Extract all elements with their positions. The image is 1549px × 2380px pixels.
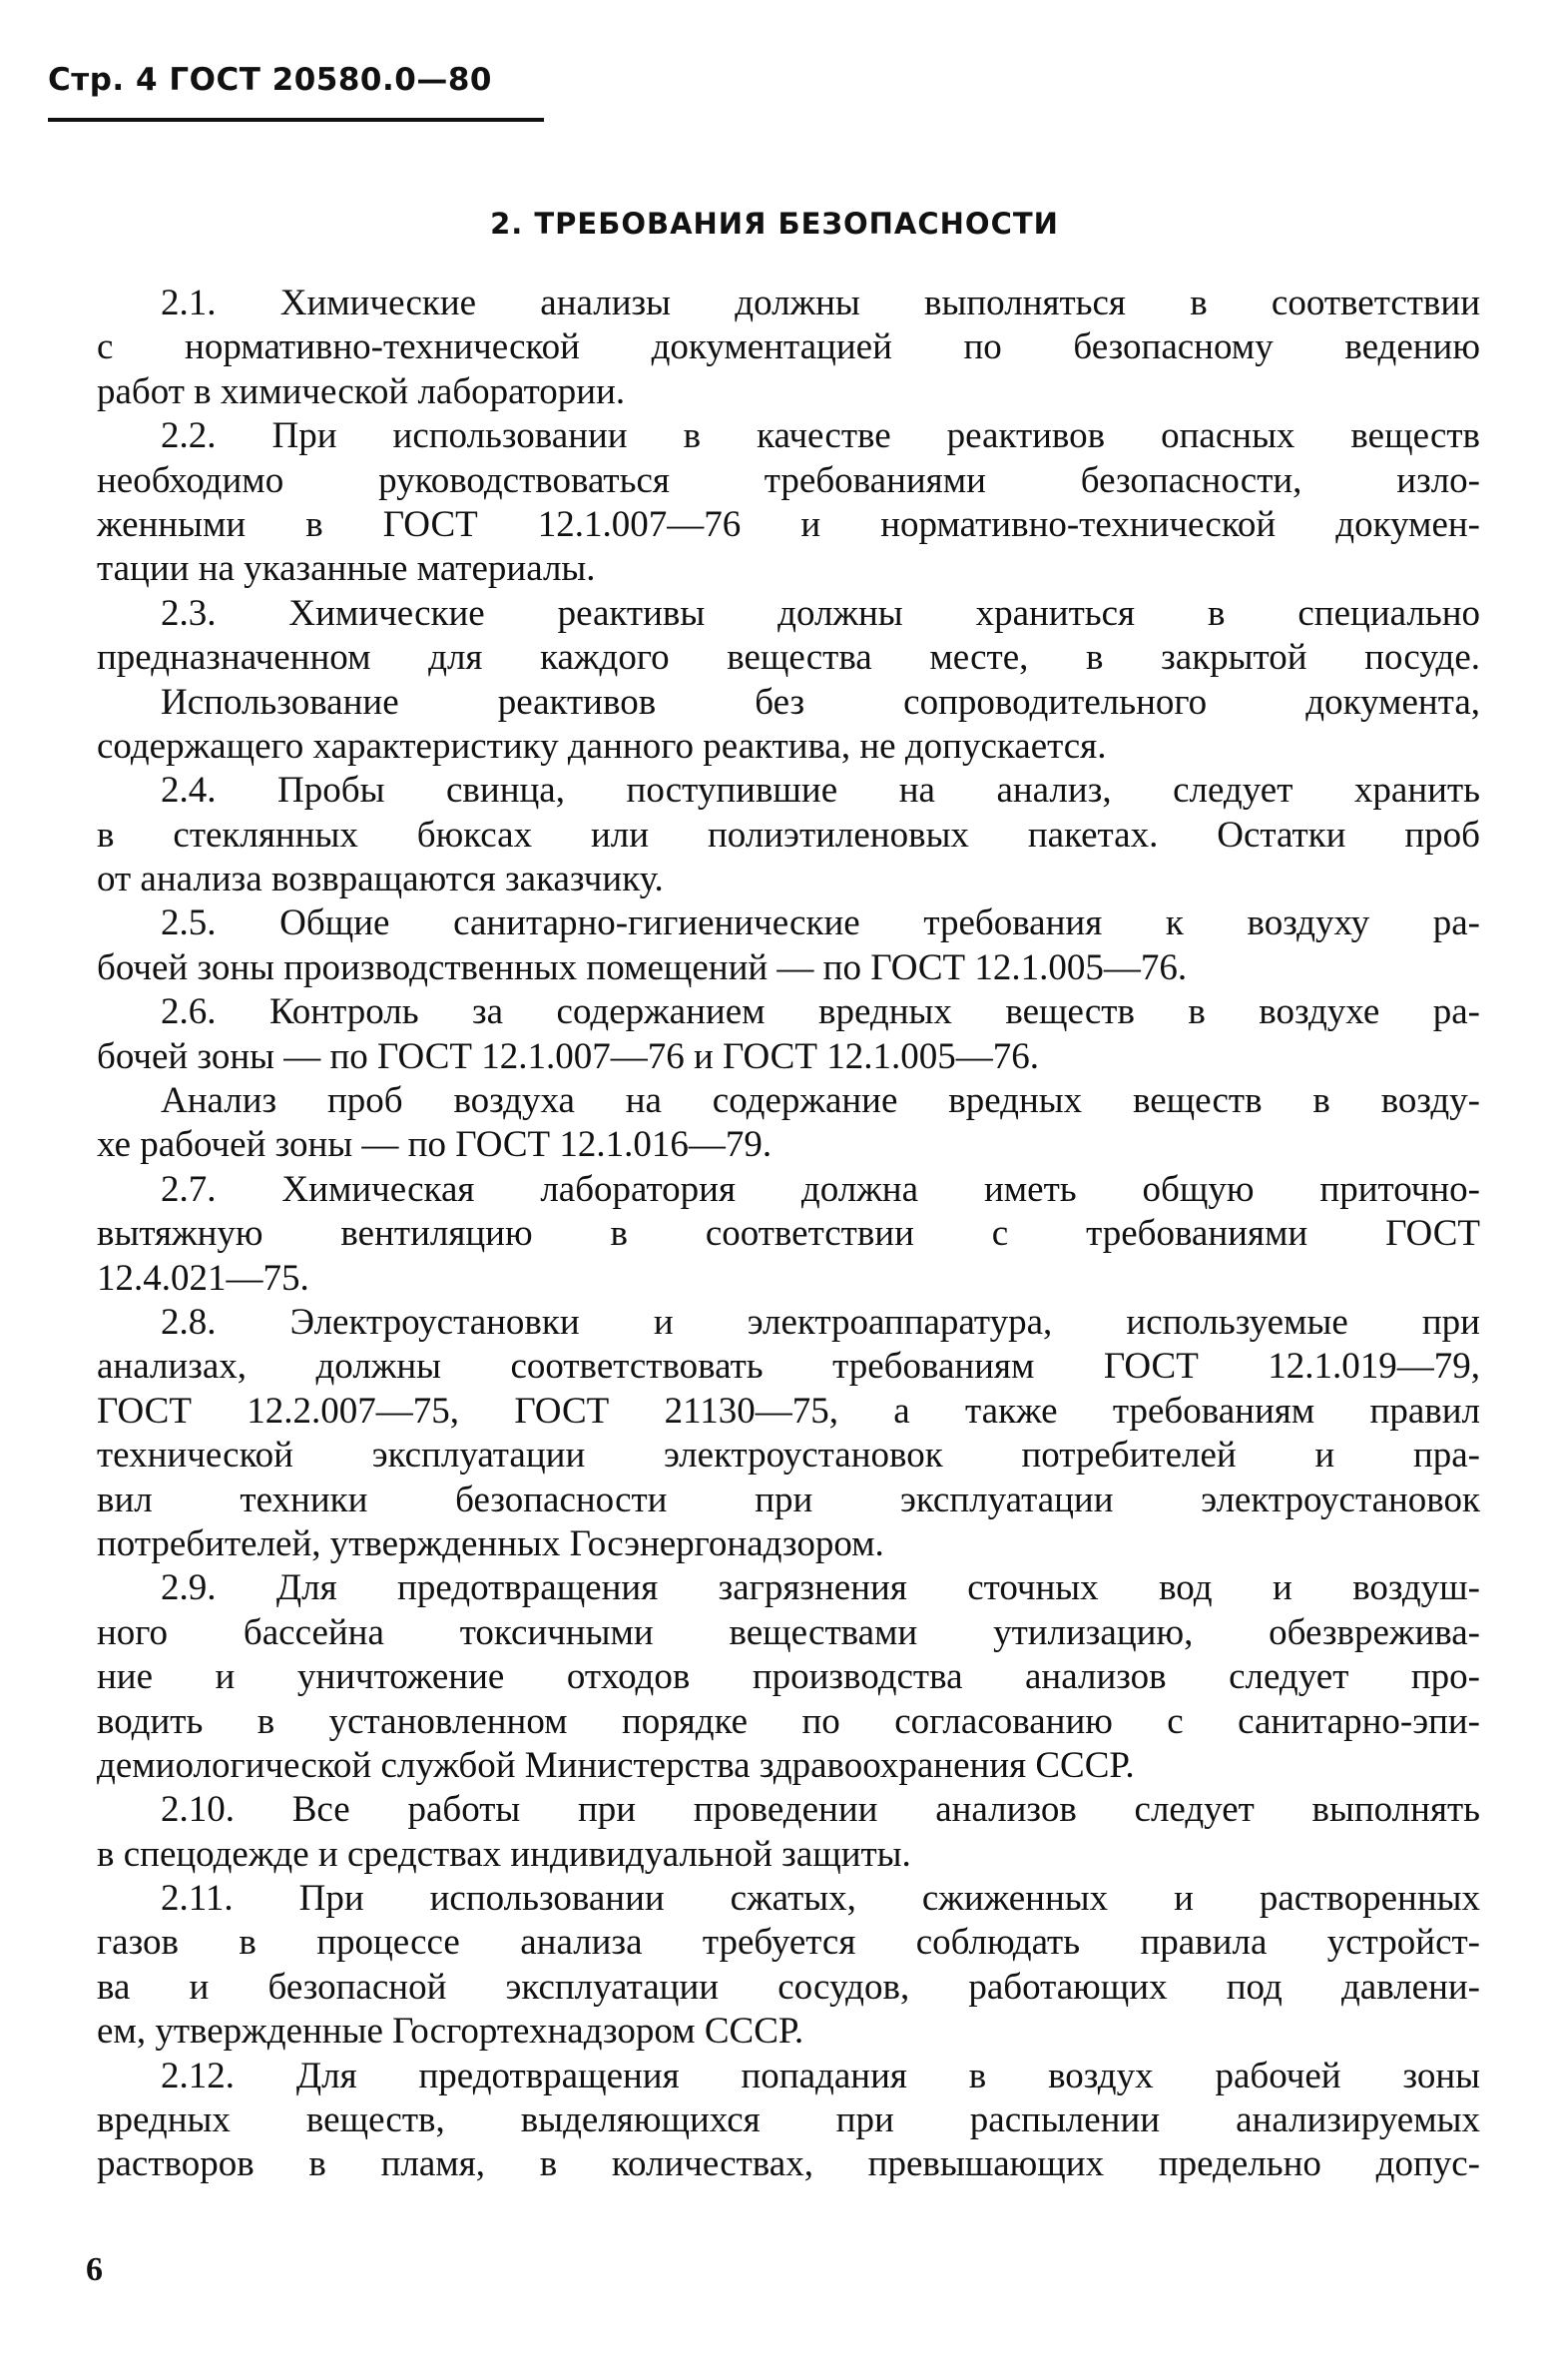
text-line: в спецодежде и средствах индивидуальной защиты. <box>97 1833 911 1875</box>
text-line: необходимо руководствоваться требованиями безопасности, изло- <box>97 459 1480 501</box>
text-line: с нормативно-технической документацией по безопасному ведению <box>97 326 1480 368</box>
text-line: демиологической службой Министерства здравоохранения СССР. <box>97 1744 1135 1786</box>
text-line: Анализ проб воздуха на содержание вредных веществ в возду- <box>161 1080 1480 1122</box>
text-line: технической эксплуатации электроустановок потребителей и пра- <box>97 1435 1480 1477</box>
text-line: ГОСТ 12.2.007—75, ГОСТ 21130—75, а также требованиям правил <box>97 1390 1480 1432</box>
text-line: Использование реактивов без сопроводительного документа, <box>161 681 1480 723</box>
text-line: 12.4.021—75. <box>97 1257 309 1299</box>
text-line: в стеклянных бюксах или полиэтиленовых пакетах. Остатки проб <box>97 814 1480 856</box>
text-line: ем, утвержденные Госгортехнадзором СССР. <box>97 2011 804 2053</box>
text-line: содержащего характеристику данного реактива, не допускается. <box>97 725 1107 767</box>
text-line: женными в ГОСТ 12.1.007—76 и нормативно-технической докумен- <box>97 503 1480 545</box>
text-line: растворов в пламя, в количествах, превышающих предельно допус- <box>97 2143 1480 2185</box>
text-line: 2.7. Химическая лаборатория должна иметь общую приточно- <box>161 1168 1480 1210</box>
text-line: анализах, должны соответствовать требованиям ГОСТ 12.1.019—79, <box>97 1346 1480 1388</box>
text-line: 2.8. Электроустановки и электроаппаратура, используемые при <box>161 1301 1480 1343</box>
text-line: потребителей, утвержденных Госэнергонадзором. <box>97 1522 884 1564</box>
text-line: ного бассейна токсичными веществами утилизацию, обезврежива- <box>97 1611 1480 1653</box>
body-text <box>97 282 1480 2187</box>
text-line: предназначенном для каждого вещества месте, в закрытой посуде. <box>97 637 1480 679</box>
text-line: 2.3. Химические реактивы должны храниться в специально <box>161 592 1480 634</box>
text-line: тации на указанные материалы. <box>97 548 596 590</box>
section-title: 2. ТРЕБОВАНИЯ БЕЗОПАСНОСТИ <box>490 207 1059 241</box>
text-line: 2.2. При использовании в качестве реактивов опасных веществ <box>161 415 1480 457</box>
page-number: 6 <box>86 2251 103 2288</box>
text-line: от анализа возвращаются заказчику. <box>97 859 664 900</box>
text-line: 2.12. Для предотвращения попадания в воздух рабочей зоны <box>161 2055 1480 2096</box>
text-line: вредных веществ, выделяющихся при распылении анализируемых <box>97 2099 1480 2141</box>
text-line: 2.5. Общие санитарно-гигиенические требования к воздуху ра- <box>161 902 1480 944</box>
text-line: 2.1. Химические анализы должны выполняться в соответствии <box>161 283 1480 323</box>
text-line: 2.10. Все работы при проведении анализов следует выполнять <box>161 1789 1480 1831</box>
text-line: 2.9. Для предотвращения загрязнения сточных вод и воздуш- <box>161 1567 1480 1609</box>
text-line: хе рабочей зоны — по ГОСТ 12.1.016—79. <box>97 1124 773 1166</box>
text-line: бочей зоны производственных помещений — по ГОСТ 12.1.005—76. <box>97 946 1188 988</box>
text-line: газов в процессе анализа требуется соблюдать правила устройст- <box>97 1922 1480 1964</box>
text-line: вытяжную вентиляцию в соответствии с требованиями ГОСТ <box>97 1213 1480 1255</box>
text-line: ние и уничтожение отходов производства анализов следует про- <box>97 1656 1480 1698</box>
text-line: вил техники безопасности при эксплуатации электроустановок <box>97 1479 1480 1520</box>
text-line: водить в установленном порядке по согласованию с санитарно-эпи- <box>97 1700 1480 1742</box>
header-rule <box>48 118 544 122</box>
text-line: 2.11. При использовании сжатых, сжиженных и растворенных <box>161 1878 1480 1920</box>
running-header: Стр. 4 ГОСТ 20580.0—80 <box>48 62 492 98</box>
text-line: 2.6. Контроль за содержанием вредных веществ в воздухе ра- <box>161 991 1480 1033</box>
text-line: бочей зоны — по ГОСТ 12.1.007—76 и ГОСТ 12.1.005—76. <box>97 1035 1039 1077</box>
text-line: работ в химической лаборатории. <box>97 370 626 412</box>
text-line: 2.4. Пробы свинца, поступившие на анализ, следует хранить <box>161 770 1480 812</box>
text-line: ва и безопасной эксплуатации сосудов, работающих под давлени- <box>97 1966 1480 2008</box>
